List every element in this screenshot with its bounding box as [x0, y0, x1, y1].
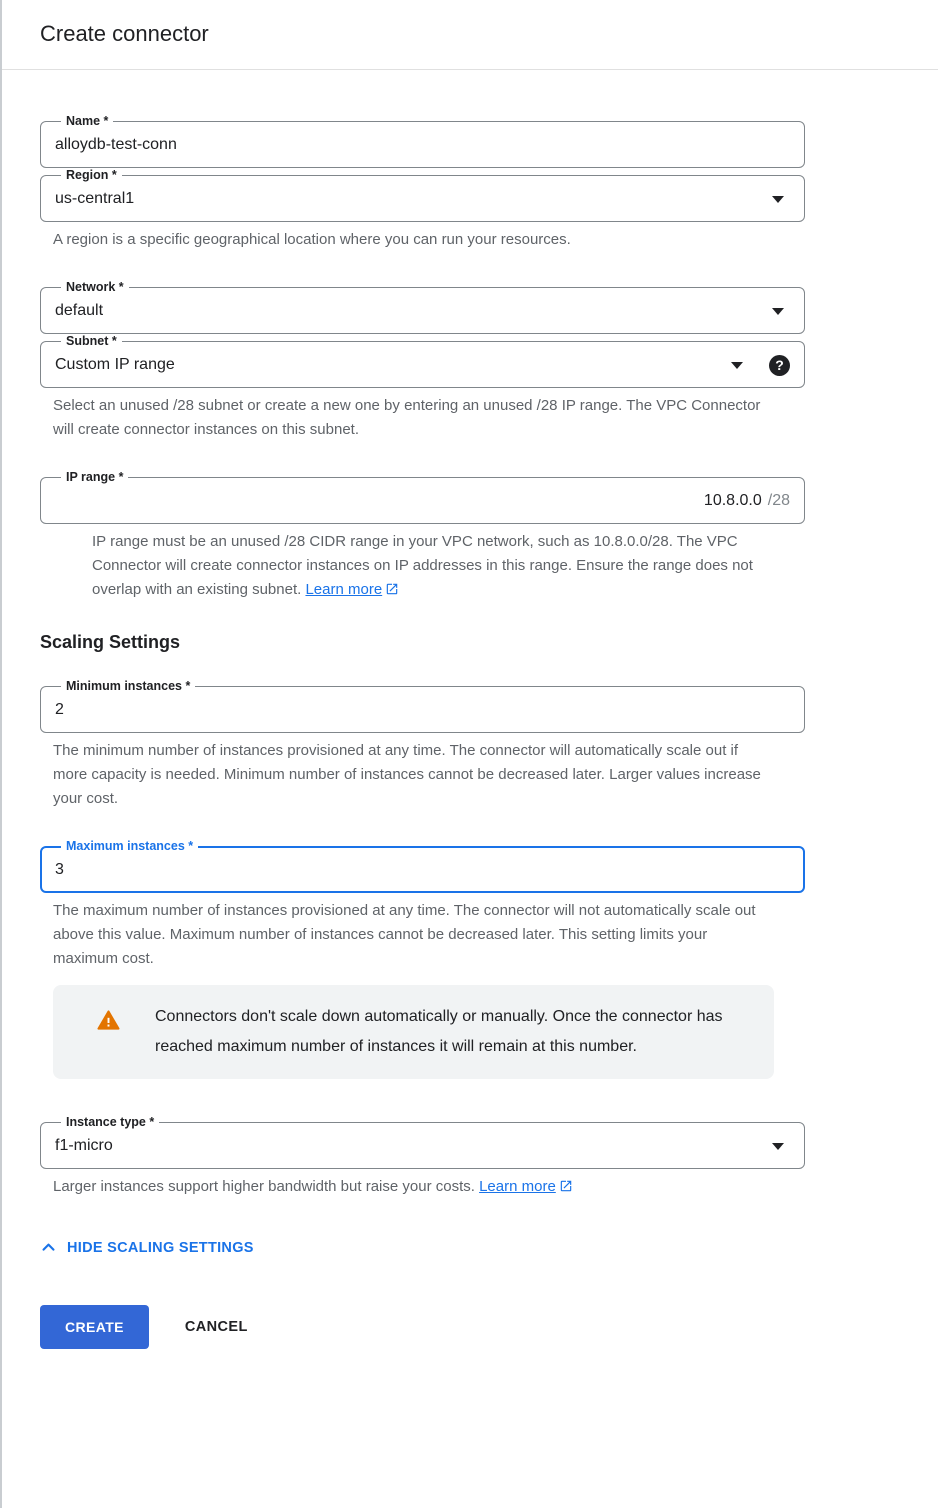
name-input[interactable] [55, 136, 790, 154]
warning-message: Connectors don't scale down automatically or manually. Once the connector has reached maximum number of instances it will remain at this number. [155, 1008, 723, 1055]
hide-scaling-settings-label: HIDE SCALING SETTINGS [67, 1239, 254, 1256]
help-icon[interactable]: ? [769, 355, 790, 376]
network-selected-value: default [55, 302, 104, 319]
name-field-label: Name * [66, 114, 109, 128]
subnet-field-label: Subnet * [66, 334, 117, 348]
min-instances-helper-text: The minimum number of instances provisioned at any time. The connector will automatically scale out if more capacity is needed. Minimum number of instances cannot be decreased later. Larger values increase your cost. [53, 742, 761, 807]
chevron-down-icon[interactable] [772, 196, 784, 203]
scaling-settings-heading: Scaling Settings [40, 632, 181, 652]
hide-scaling-settings-toggle[interactable] [40, 1239, 254, 1256]
external-link-icon [559, 1179, 573, 1193]
chevron-down-icon[interactable] [772, 1143, 784, 1150]
region-helper-text: A region is a specific geographical location where you can run your resources. [53, 231, 571, 248]
ip-range-helper-text [92, 530, 754, 602]
min-instances-input[interactable] [55, 701, 790, 719]
learn-more-label: Learn more [479, 1178, 556, 1195]
instance-type-helper-body: Larger instances support higher bandwidth but raise your costs. [53, 1178, 480, 1195]
warning-triangle-icon [97, 1009, 120, 1037]
chevron-up-icon [40, 1239, 57, 1256]
external-link-icon [385, 582, 399, 596]
region-field-label: Region * [66, 168, 117, 182]
max-instances-field-label: Maximum instances * [66, 839, 194, 853]
ip-range-helper-body: IP range must be an unused /28 CIDR range in your VPC network, such as 10.8.0.0/28. The VPC Connector will create connector instances on IP addresses in this range. Ensure the range does not overlap with an existing subnet. [92, 533, 753, 598]
max-instances-input[interactable] [55, 861, 790, 879]
chevron-down-icon[interactable] [772, 308, 784, 315]
max-instances-helper-text: The maximum number of instances provisioned at any time. The connector will not automatically scale out above this value. Maximum number of instances cannot be decreased later. This setting limits your maximum cost. [53, 902, 756, 967]
instance-type-helper-text [53, 1175, 769, 1199]
network-field-label: Network * [66, 280, 124, 294]
instance-type-field-label: Instance type * [66, 1115, 155, 1129]
learn-more-label: Learn more [305, 581, 383, 598]
create-button[interactable]: CREATE [40, 1305, 149, 1349]
subnet-select[interactable] [40, 334, 805, 388]
ip-range-suffix: /28 [767, 492, 790, 509]
chevron-down-icon[interactable] [731, 362, 743, 369]
scaling-warning-banner [53, 985, 774, 1079]
page-title: Create connector [40, 21, 209, 46]
min-instances-field[interactable] [40, 679, 805, 733]
ip-range-field[interactable] [40, 470, 805, 524]
ip-range-field-label: IP range * [66, 470, 124, 484]
name-field[interactable] [40, 114, 805, 168]
region-select[interactable] [40, 168, 805, 222]
region-selected-value: us-central1 [55, 190, 135, 207]
network-select[interactable] [40, 280, 805, 334]
min-instances-field-label: Minimum instances * [66, 679, 191, 693]
subnet-selected-value: Custom IP range [55, 356, 175, 373]
ip-range-input[interactable] [55, 492, 762, 510]
instance-type-learn-more-link[interactable] [479, 1178, 573, 1195]
instance-type-select[interactable] [40, 1115, 805, 1169]
action-bar [40, 1305, 805, 1349]
instance-type-selected-value: f1-micro [55, 1137, 113, 1154]
subnet-helper-text: Select an unused /28 subnet or create a new one by entering an unused /28 IP range. The VPC Connector will create connector instances on this subnet. [53, 397, 761, 438]
ip-range-learn-more-link[interactable] [305, 581, 399, 598]
form-content [2, 70, 938, 1349]
cancel-button[interactable]: CANCEL [185, 1305, 248, 1349]
max-instances-field[interactable] [40, 839, 805, 893]
dialog-header [2, 0, 938, 70]
